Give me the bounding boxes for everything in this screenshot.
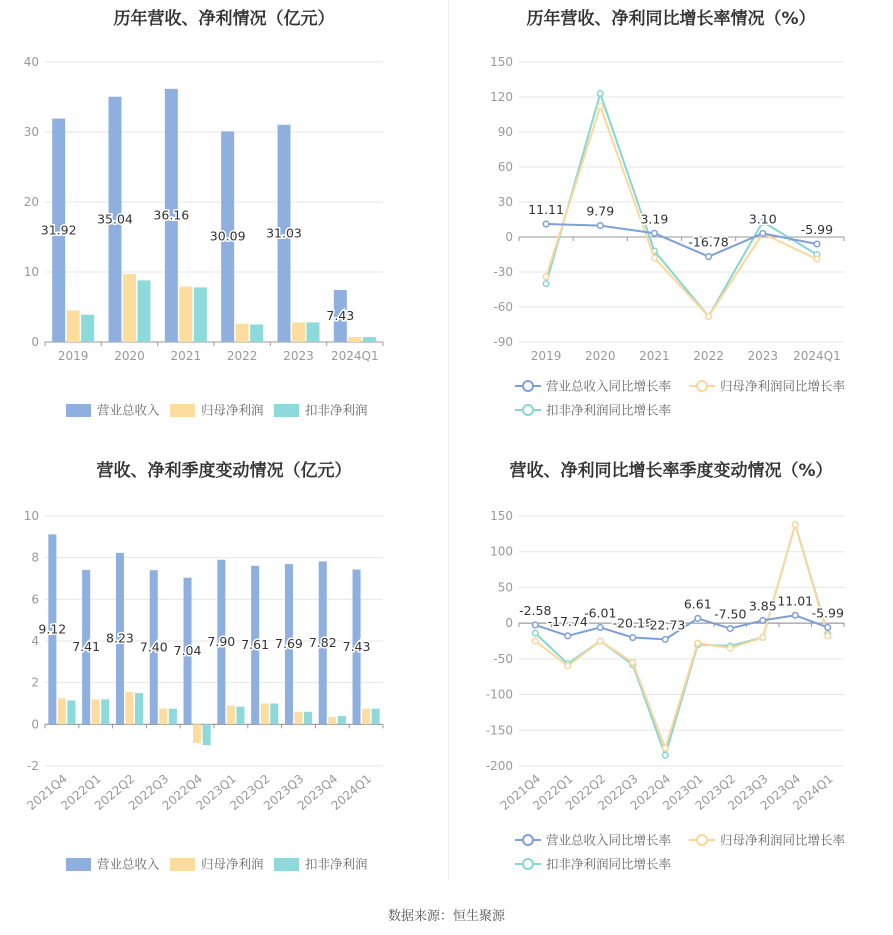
bar-归母净利润 [227,706,235,725]
data-label: 7.43 [342,638,371,654]
chart-svg [0,450,448,890]
data-label: 7.40 [139,639,168,655]
series-point-归母净利润同比增长率 [597,638,603,644]
legend-swatch-marker [523,835,533,845]
legend-swatch-marker [697,835,707,845]
series-point-营业总收入同比增长率 [814,241,820,247]
series-point-归母净利润同比增长率 [792,522,798,528]
y-tick-label: 150 [490,509,513,523]
legend-swatch-marker [523,859,533,869]
legend-label: 扣非净利润同比增长率 [546,856,672,872]
legend-label: 归母净利润 [201,402,264,418]
x-tick-label: 2022Q1 [58,771,104,813]
legend-label: 归母净利润同比增长率 [720,378,846,394]
bar-扣非净利润 [169,709,177,725]
bar-扣非净利润 [138,280,151,342]
legend-label: 营业总收入 [97,402,160,418]
y-tick-label: 150 [490,55,513,69]
series-point-营业总收入同比增长率 [662,637,668,643]
legend-swatch-扣非净利润 [274,858,299,871]
chart-title: 历年营收、净利情况（亿元） [113,9,335,29]
data-label: 3.85 [748,598,777,614]
x-tick-label: 2022Q2 [562,771,609,813]
series-point-归母净利润同比增长率 [814,256,820,262]
bar-归母净利润 [125,692,133,724]
y-tick-label: -200 [485,759,513,773]
bar-扣非净利润 [101,699,109,724]
data-label: 3.10 [748,211,777,227]
y-tick-label: -90 [493,335,513,349]
bar-扣非净利润 [81,315,94,342]
data-label: 7.90 [207,634,236,650]
bar-扣非净利润 [67,700,75,724]
data-label: -6.01 [584,605,617,621]
bar-归母净利润 [362,709,370,725]
data-label: -22.73 [645,617,686,633]
series-point-营业总收入同比增长率 [597,625,603,631]
x-tick-label: 2023Q1 [660,771,706,813]
x-tick-label: 2022Q4 [159,771,206,813]
bar-归母净利润 [159,709,167,725]
x-tick-label: 2019 [57,349,89,363]
data-label: 7.61 [241,637,270,653]
chart-panel-annual-revenue-profit [0,0,448,440]
data-label: -20.18 [612,615,653,631]
y-tick-label: 20 [23,195,39,209]
legend-swatch-归母净利润 [170,404,195,417]
data-label: -5.99 [800,221,834,237]
series-point-归母净利润同比增长率 [543,274,549,280]
y-tick-label: 4 [31,634,39,648]
bar-扣非净利润 [304,712,312,725]
y-tick-label: -100 [485,687,513,702]
series-point-营业总收入同比增长率 [565,633,571,639]
chart-title: 营收、净利同比增长率季度变动情况（%） [509,461,833,481]
data-label: 11.01 [777,593,814,609]
x-tick-label: 2024Q1 [331,349,379,363]
y-tick-label: 50 [497,580,513,595]
series-point-归母净利润同比增长率 [695,640,701,646]
x-tick-label: 2023Q2 [227,771,273,813]
bar-扣非净利润 [135,693,143,724]
bar-扣非净利润 [372,709,380,725]
y-tick-label: 0 [505,230,513,244]
y-tick-label: 0 [505,616,513,631]
bar-归母净利润 [261,704,269,725]
data-label: 6.61 [683,596,712,612]
data-label: 7.41 [72,639,101,655]
legend-label: 归母净利润同比增长率 [720,832,846,848]
series-point-扣非净利润同比增长率 [662,752,668,758]
y-tick-label: 40 [23,55,39,69]
y-tick-label: 6 [31,592,39,607]
legend-swatch-扣非净利润 [274,404,299,417]
series-point-归母净利润同比增长率 [662,745,668,751]
legend-label: 归母净利润 [201,856,264,872]
series-point-归母净利润同比增长率 [727,645,733,651]
series-point-归母净利润同比增长率 [652,255,658,261]
bar-扣非净利润 [236,707,244,725]
y-tick-label: 2 [31,675,39,690]
legend-label: 扣非净利润 [305,856,368,872]
legend-swatch-营业总收入 [66,404,91,417]
x-tick-label: 2023Q3 [260,771,307,813]
bar-扣非净利润 [203,724,211,745]
bar-归母净利润 [58,698,66,724]
data-label: 35.04 [97,211,133,227]
x-tick-label: 2022Q3 [125,771,172,813]
y-tick-label: -60 [493,300,513,314]
series-point-营业总收入同比增长率 [727,626,733,632]
bar-扣非净利润 [307,322,320,342]
x-tick-label: 2022Q3 [595,771,641,813]
legend-label: 营业总收入同比增长率 [546,832,672,848]
legend-label: 营业总收入同比增长率 [546,378,672,394]
data-source-footer: 数据来源：恒生聚源 [387,909,505,924]
data-label: -7.50 [714,606,747,622]
series-point-扣非净利润同比增长率 [597,91,603,97]
x-tick-label: 2022 [226,349,258,363]
y-tick-label: 8 [31,550,39,565]
bar-归母净利润 [67,311,80,343]
x-tick-label: 2023Q4 [757,771,804,813]
series-point-归母净利润同比增长率 [760,635,766,641]
data-label: 30.09 [209,228,246,244]
x-tick-label: 2024Q1 [793,349,841,363]
bar-扣非净利润 [250,325,263,343]
chart-title: 营收、净利季度变动情况（亿元） [96,461,352,481]
data-label: 7.82 [308,634,337,650]
x-tick-label: 2023 [747,349,779,363]
series-point-营业总收入同比增长率 [760,618,766,624]
x-tick-label: 2020 [114,349,145,363]
data-label: 9.12 [38,621,67,637]
series-point-归母净利润同比增长率 [565,663,571,669]
bar-归母净利润 [193,724,201,743]
series-line-归母净利润同比增长率 [535,525,828,749]
x-tick-label: 2021Q4 [497,771,544,813]
legend-swatch-marker [523,381,533,391]
x-tick-label: 2022Q2 [91,771,138,813]
legend-swatch-营业总收入 [66,858,91,871]
y-tick-label: 90 [497,125,513,139]
x-tick-label: 2022Q4 [627,771,674,813]
y-tick-label: 30 [23,125,39,139]
x-tick-label: 2023 [283,349,314,363]
x-tick-label: 2023Q2 [692,771,739,813]
bar-扣非净利润 [363,337,376,342]
data-label: -16.78 [688,234,729,250]
chart-panel-annual-growth-rate [449,0,893,440]
data-label: 31.92 [40,222,77,238]
x-tick-label: 2023Q3 [725,771,771,813]
x-tick-label: 2019 [530,349,562,363]
bar-归母净利润 [328,717,336,724]
x-tick-label: 2024Q1 [328,771,375,813]
data-label: 36.16 [153,207,190,223]
legend-swatch-marker [697,381,707,391]
series-point-归母净利润同比增长率 [597,104,603,110]
bar-扣非净利润 [338,716,346,724]
data-label: 9.79 [586,203,615,219]
series-point-营业总收入同比增长率 [792,612,798,618]
x-tick-label: 2020 [584,349,616,363]
bar-归母净利润 [179,287,192,342]
x-tick-label: 2021Q4 [24,771,70,813]
x-tick-label: 2021 [639,349,670,363]
y-tick-label: 120 [490,90,513,104]
series-point-扣非净利润同比增长率 [543,281,549,287]
chart-panel-quarterly-revenue-profit [0,450,448,890]
y-tick-label: 0 [31,717,39,732]
chart-title: 历年营收、净利同比增长率情况（%） [526,9,816,29]
data-label: 31.03 [266,225,302,241]
data-label: 7.69 [275,636,303,652]
x-tick-label: 2021 [170,349,202,363]
x-tick-label: 2023Q4 [294,771,341,813]
series-point-扣非净利润同比增长率 [532,630,538,636]
y-tick-label: -150 [485,723,513,738]
data-label: 8.23 [106,630,134,646]
legend-label: 扣非净利润同比增长率 [546,402,672,418]
x-tick-label: 2023Q1 [193,771,239,813]
legend-label: 营业总收入 [97,856,160,872]
bar-扣非净利润 [270,704,278,725]
legend-label: 扣非净利润 [305,402,368,418]
y-tick-label: 0 [31,335,39,349]
bar-归母净利润 [294,712,302,725]
series-line-扣非净利润同比增长率 [535,525,828,756]
y-tick-label: 60 [497,160,513,174]
chart-panel-quarterly-growth-rate [449,450,893,890]
data-label: 7.43 [326,307,355,323]
series-point-营业总收入同比增长率 [630,635,636,641]
y-tick-label: -30 [493,265,513,279]
data-label: -5.99 [811,605,844,621]
series-point-营业总收入同比增长率 [695,616,701,622]
chart-svg [449,450,893,890]
series-point-归母净利润同比增长率 [825,633,831,639]
y-tick-label: 10 [23,509,39,523]
chart-svg [449,0,893,440]
x-tick-label: 2022 [693,349,724,363]
series-point-营业总收入同比增长率 [825,625,831,631]
legend-swatch-归母净利润 [170,858,195,871]
data-label: 11.11 [528,202,564,218]
series-point-归母净利润同比增长率 [706,314,712,320]
data-label: -2.58 [519,602,552,618]
bar-归母净利润 [348,337,361,342]
series-point-归母净利润同比增长率 [532,638,538,644]
bar-归母净利润 [236,324,249,342]
bar-归母净利润 [92,699,100,724]
series-point-营业总收入同比增长率 [543,221,549,227]
series-point-营业总收入同比增长率 [652,230,658,236]
y-tick-label: 10 [23,265,39,279]
series-point-营业总收入同比增长率 [706,254,712,260]
bar-归母净利润 [292,322,305,342]
series-point-营业总收入同比增长率 [597,223,603,229]
y-tick-label: -2 [27,759,39,773]
y-tick-label: 30 [497,195,513,209]
data-label: -17.74 [547,613,588,629]
series-point-归母净利润同比增长率 [630,660,636,666]
x-tick-label: 2022Q1 [530,771,576,813]
chart-svg [0,0,448,440]
legend-swatch-marker [523,405,533,415]
bar-归母净利润 [123,274,136,342]
x-tick-label: 2024Q1 [790,771,836,813]
y-tick-label: -50 [493,651,513,666]
data-label: 7.04 [173,643,202,658]
series-point-营业总收入同比增长率 [532,622,538,628]
data-label: 3.19 [640,211,669,227]
series-point-营业总收入同比增长率 [760,231,766,237]
bar-扣非净利润 [194,287,207,342]
y-tick-label: 100 [490,544,513,559]
